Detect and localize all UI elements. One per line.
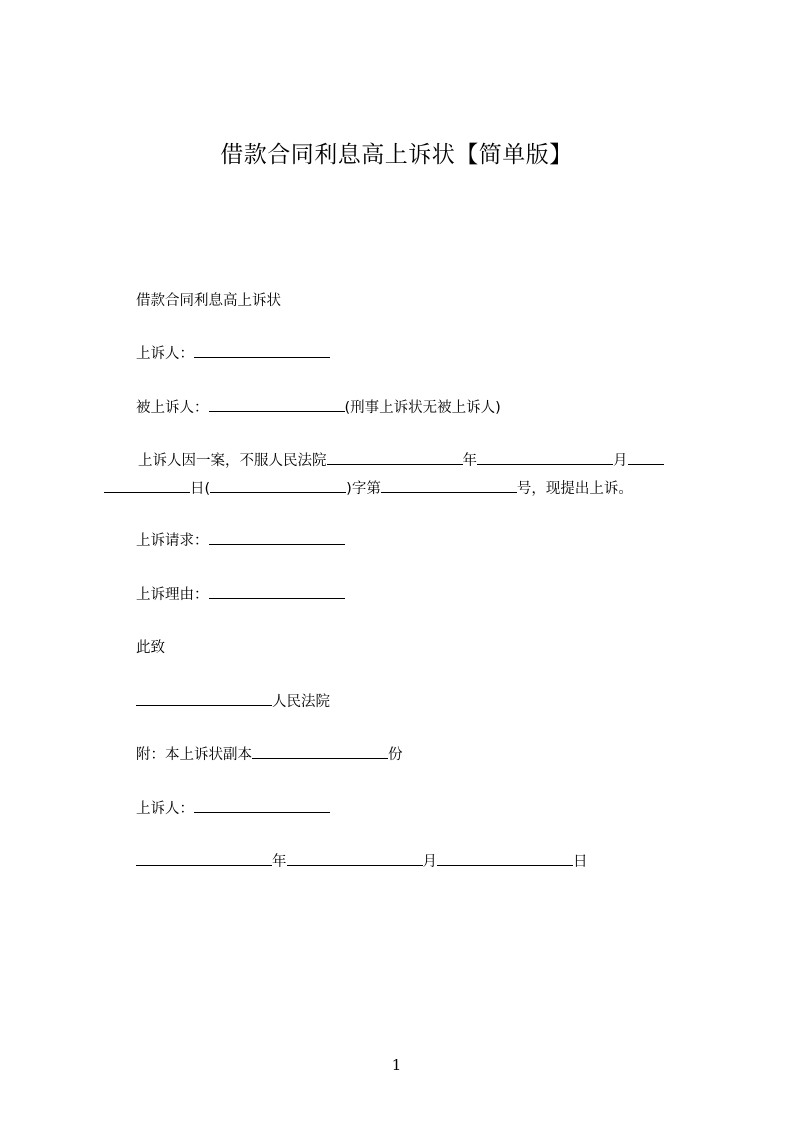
date-line: [136, 851, 588, 873]
month-blank: [477, 463, 613, 465]
day-blank-start: [628, 463, 664, 465]
reason-label: 上诉理由：: [136, 587, 209, 603]
reason-blank: [209, 597, 345, 599]
case-year-blank: [210, 491, 346, 493]
appellee-line: [136, 397, 501, 419]
case-number-blank: [381, 491, 517, 493]
heading-text: 借款合同利息高上诉状: [136, 293, 281, 309]
date-month-blank: [287, 864, 423, 866]
request-line: [136, 530, 345, 552]
court-label: 人民法院: [272, 694, 330, 710]
attachment-count-blank: [252, 757, 388, 759]
case-number-suffix: 号，现提出上诉。: [516, 481, 633, 497]
signature-label: 上诉人：: [136, 801, 194, 817]
day-label: 日(: [190, 481, 211, 497]
month-label: 月: [613, 453, 628, 469]
document-heading: [136, 290, 281, 312]
request-label: 上诉请求：: [136, 533, 209, 549]
appellant-line: [136, 343, 330, 365]
request-blank: [209, 543, 345, 545]
appellee-note: (刑事上诉状无被上诉人): [344, 400, 501, 416]
signature-blank: [194, 811, 330, 813]
document-title: 借款合同利息高上诉状【简单版】: [220, 142, 573, 168]
attachment-prefix: 附：本上诉状副本: [136, 747, 252, 763]
appellant-blank: [194, 356, 330, 358]
appellee-blank: [209, 410, 345, 412]
salutation-line: [136, 637, 165, 659]
date-day-label: 日: [573, 854, 588, 870]
salutation-text: 此致: [136, 640, 165, 656]
reason-line: [136, 584, 345, 606]
signature-line: [136, 798, 330, 820]
date-month-label: 月: [422, 854, 437, 870]
day-blank-end: [104, 491, 190, 493]
date-year-label: 年: [272, 854, 287, 870]
date-year-blank: [136, 864, 272, 866]
court-year-blank: [327, 463, 463, 465]
court-name-blank: [136, 704, 272, 706]
court-line: [136, 691, 330, 713]
attachment-suffix: 份: [388, 747, 403, 763]
year-label: 年: [462, 453, 477, 469]
case-number-prefix: )字第: [346, 481, 381, 497]
attachment-line: [136, 744, 403, 766]
appellee-label: 被上诉人：: [136, 400, 209, 416]
page-number: 1: [391, 1056, 402, 1074]
appellant-label: 上诉人：: [136, 346, 194, 362]
case-line-second: [104, 478, 633, 500]
date-day-blank: [437, 864, 573, 866]
case-line-first: [138, 450, 664, 472]
case-intro: 上诉人因一案，不服人民法院: [138, 453, 327, 469]
